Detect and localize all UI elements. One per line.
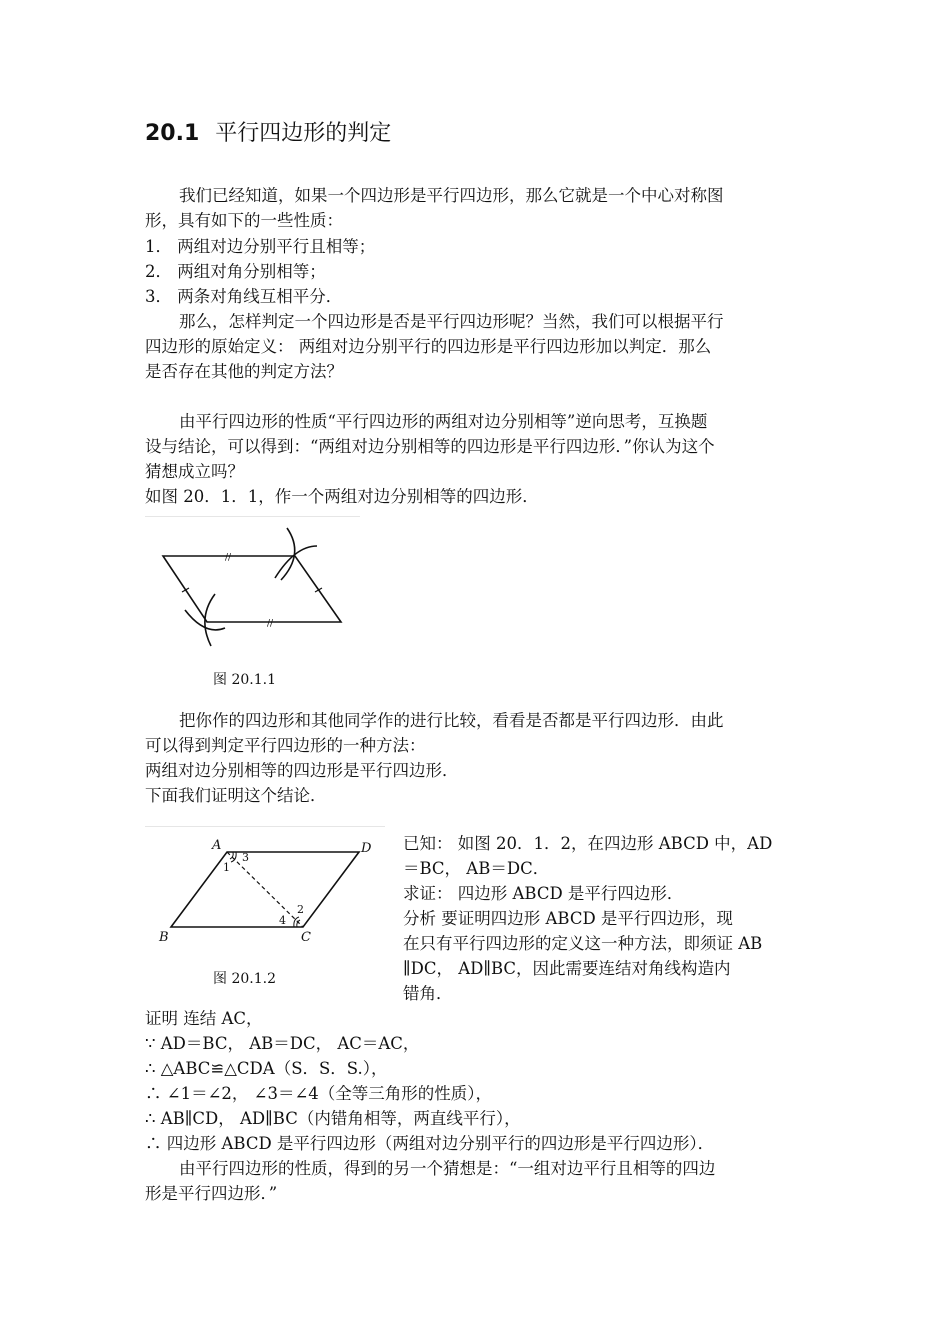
- text-line: 猜想成立吗？: [145, 462, 244, 481]
- text-line: 四边形的原始定义： 两组对边分别平行的四边形是平行四边形加以判定．那么: [145, 337, 712, 356]
- proof-line: 证明 连结 AC，: [145, 1009, 263, 1028]
- section-heading: [145, 116, 391, 147]
- text-line: 由平行四边形的性质“平行四边形的两组对边分别相等”逆向思考，互换题: [179, 412, 708, 431]
- figure-20-1-2: [145, 826, 385, 946]
- figure-caption: 图 20.1.1: [213, 672, 276, 688]
- list-item: 3． 两条对角线互相平分．: [145, 287, 343, 306]
- proof-line: ∵ AD＝BC， AB＝DC， AC＝AC，: [145, 1034, 420, 1053]
- angle-label-4: 4: [279, 914, 286, 927]
- list-item: 1． 两组对边分别平行且相等；: [145, 237, 376, 256]
- figure-caption: 图 20.1.2: [213, 971, 276, 987]
- text-line: 我们已经知道，如果一个四边形是平行四边形，那么它就是一个中心对称图: [179, 186, 724, 205]
- text-line: 下面我们证明这个结论．: [145, 786, 327, 805]
- text-line: 形是平行四边形．”: [145, 1184, 278, 1203]
- list-item: 2． 两组对角分别相等；: [145, 262, 326, 281]
- analysis-line: 在只有平行四边形的定义这一种方法，即须证 AB: [403, 934, 763, 953]
- given-line: 已知： 如图 20．1．2，在四边形 ABCD 中，AD: [403, 834, 773, 853]
- text-line: 如图 20．1．1，作一个两组对边分别相等的四边形．: [145, 487, 539, 506]
- text-line: 由平行四边形的性质，得到的另一个猜想是：“一组对边平行且相等的四边: [179, 1159, 716, 1178]
- text-line: 可以得到判定平行四边形的一种方法：: [145, 736, 426, 755]
- text-line: 两组对边分别相等的四边形是平行四边形．: [145, 761, 459, 780]
- parallel-mark: //: [267, 619, 274, 629]
- analysis-line: 错角．: [403, 984, 453, 1003]
- vertex-label-b: B: [159, 930, 169, 945]
- proof-line: ∴ AB∥CD， AD∥BC（内错角相等，两直线平行），: [145, 1109, 521, 1128]
- section-number: 20.1: [145, 121, 200, 146]
- given-line: ＝BC， AB＝DC．: [403, 859, 550, 878]
- analysis-line: ∥DC， AD∥BC，因此需要连结对角线构造内: [403, 959, 731, 978]
- section-title: 平行四边形的判定: [215, 121, 392, 146]
- proof-line: ∴ 四边形 ABCD 是平行四边形（两组对边分别平行的四边形是平行四边形）．: [145, 1134, 715, 1153]
- vertex-label-c: C: [301, 930, 311, 945]
- text-line: 形，具有如下的一些性质：: [145, 211, 343, 230]
- proof-line: ∴ ∠1＝∠2， ∠3＝∠4（全等三角形的性质），: [145, 1084, 493, 1103]
- angle-label-1: 1: [223, 861, 230, 874]
- vertex-label-a: A: [212, 838, 222, 853]
- text-line: 那么，怎样判定一个四边形是否是平行四边形呢？当然，我们可以根据平行: [179, 312, 724, 331]
- parallel-mark: //: [225, 553, 232, 563]
- angle-label-3: 3: [242, 851, 249, 864]
- text-line: 是否存在其他的判定方法？: [145, 362, 343, 381]
- proof-line: ∴ △ABC≌△CDA（S．S．S.），: [145, 1059, 388, 1078]
- text-line: 设与结论，可以得到：“两组对边分别相等的四边形是平行四边形．”你认为这个: [145, 437, 715, 456]
- prove-line: 求证： 四边形 ABCD 是平行四边形．: [403, 884, 684, 903]
- text-line: 把你作的四边形和其他同学作的进行比较，看看是否都是平行四边形．由此: [179, 711, 724, 730]
- vertex-label-d: D: [361, 841, 372, 856]
- angle-label-2: 2: [297, 903, 304, 916]
- analysis-line: 分析 要证明四边形 ABCD 是平行四边形，现: [403, 909, 733, 928]
- figure-20-1-1: [145, 516, 360, 666]
